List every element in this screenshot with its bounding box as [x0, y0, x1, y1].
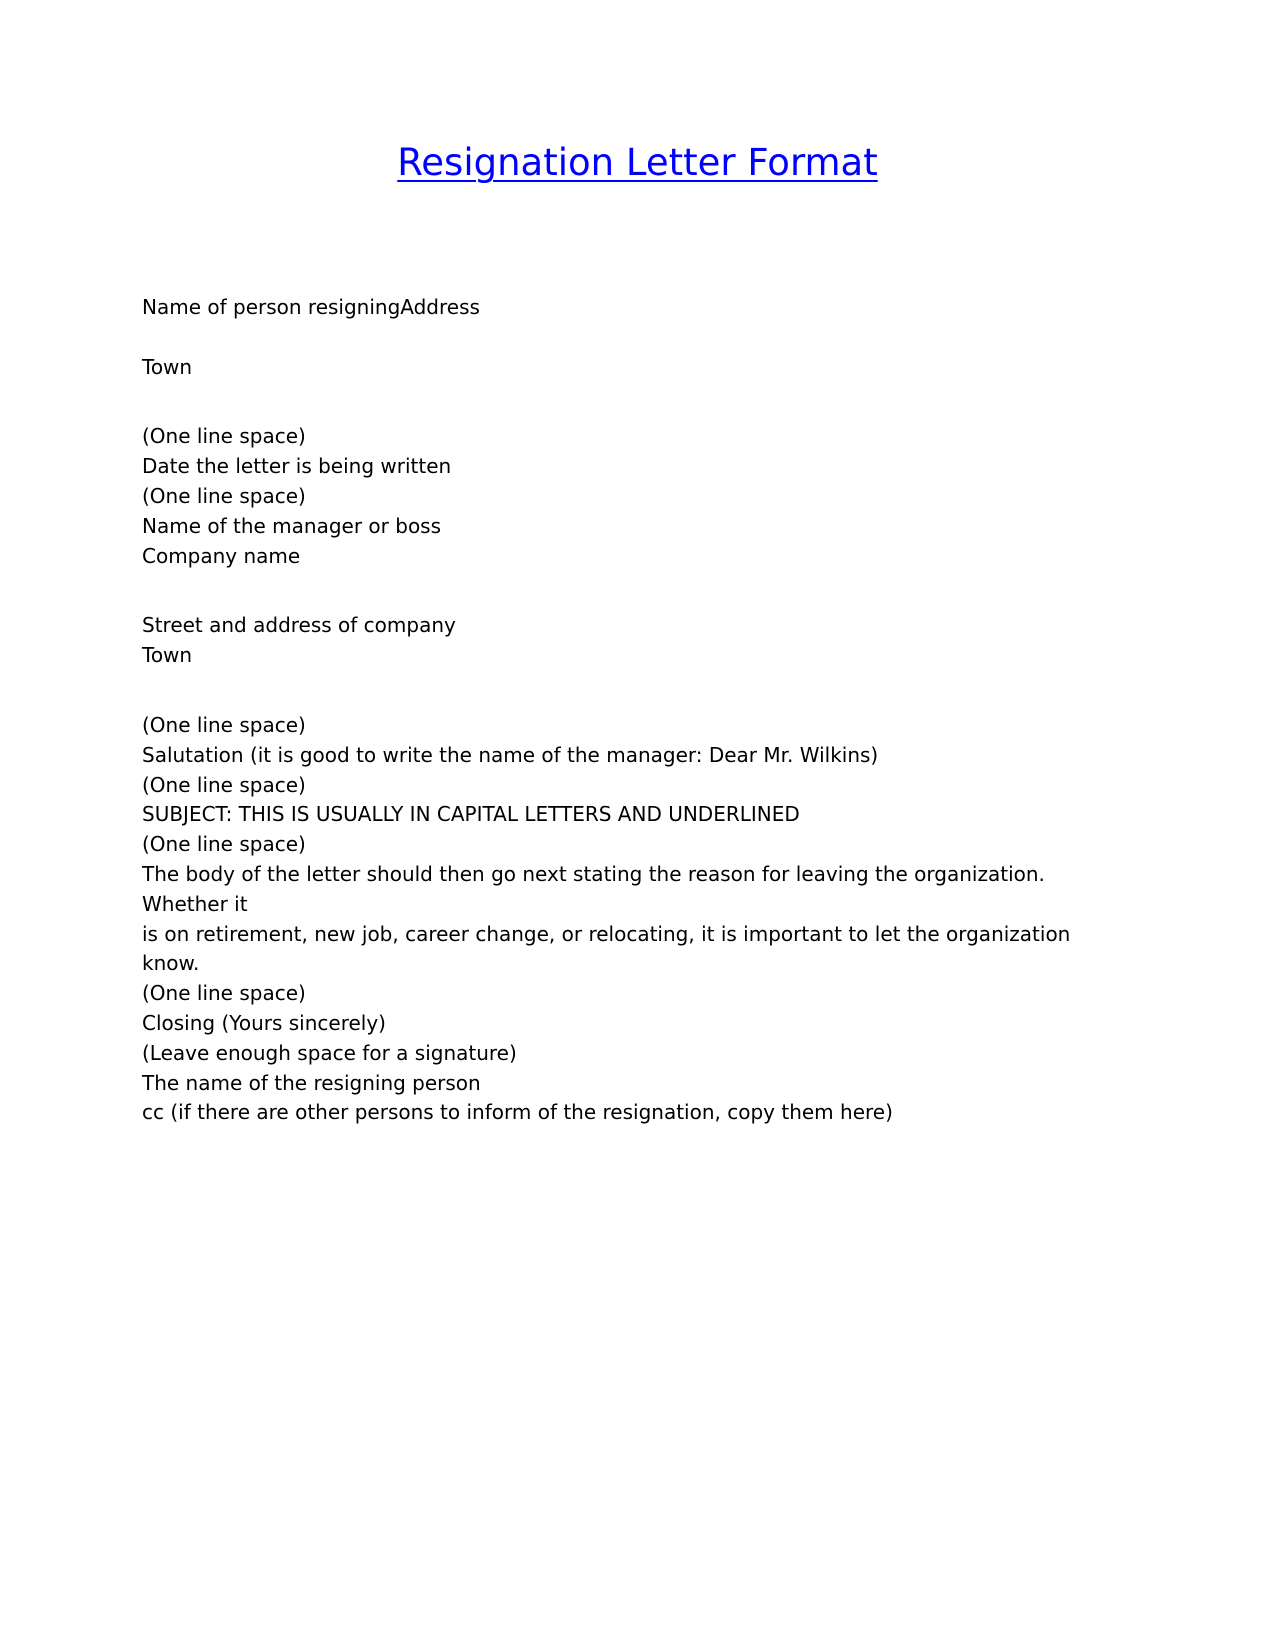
company-street-line: Street and address of company	[142, 613, 456, 638]
spacer	[142, 571, 1102, 611]
one-line-space-note-5: (One line space)	[142, 832, 306, 857]
signature-space-note: (Leave enough space for a signature)	[142, 1040, 517, 1065]
resigning-person-name-line: The name of the resigning person	[142, 1070, 481, 1095]
one-line-space-note-4: (One line space)	[142, 772, 306, 797]
salutation-line: Salutation (it is good to write the name of the manager: Dear Mr. Wilkins)	[142, 742, 879, 767]
spacer	[142, 382, 1102, 422]
manager-name-line: Name of the manager or boss	[142, 513, 442, 538]
one-line-space-note-2: (One line space)	[142, 483, 306, 508]
date-line: Date the letter is being written	[142, 454, 452, 479]
letter-content-block	[142, 711, 1102, 1128]
company-name-line: Company name	[142, 543, 301, 568]
sender-town-line: Town	[142, 354, 193, 379]
spacer	[142, 671, 1102, 711]
company-town-line: Town	[142, 643, 193, 668]
closing-line: Closing (Yours sincerely)	[142, 1010, 386, 1035]
page-title-text: Resignation Letter Format	[397, 141, 878, 184]
date-recipient-block	[142, 422, 1102, 571]
one-line-space-note-3: (One line space)	[142, 712, 306, 737]
one-line-space-note-6: (One line space)	[142, 981, 306, 1006]
company-address-block	[142, 611, 1102, 671]
spacer	[142, 323, 1102, 353]
page-title	[0, 140, 1275, 186]
letter-body	[142, 293, 1102, 1128]
body-paragraph-line-1: The body of the letter should then go next stating the reason for leaving the organization. Whether it	[142, 861, 1052, 916]
one-line-space-note-1: (One line space)	[142, 424, 306, 449]
body-paragraph-line-2: is on retirement, new job, career change, or relocating, it is important to let the organization know.	[142, 921, 1077, 976]
sender-name-address-line: Name of person resigningAddress	[142, 295, 480, 319]
subject-line: SUBJECT: THIS IS USUALLY IN CAPITAL LETTERS AND UNDERLINED	[142, 802, 800, 827]
sender-block	[142, 293, 1102, 382]
cc-line: cc (if there are other persons to inform of the resignation, copy them here)	[142, 1100, 893, 1125]
